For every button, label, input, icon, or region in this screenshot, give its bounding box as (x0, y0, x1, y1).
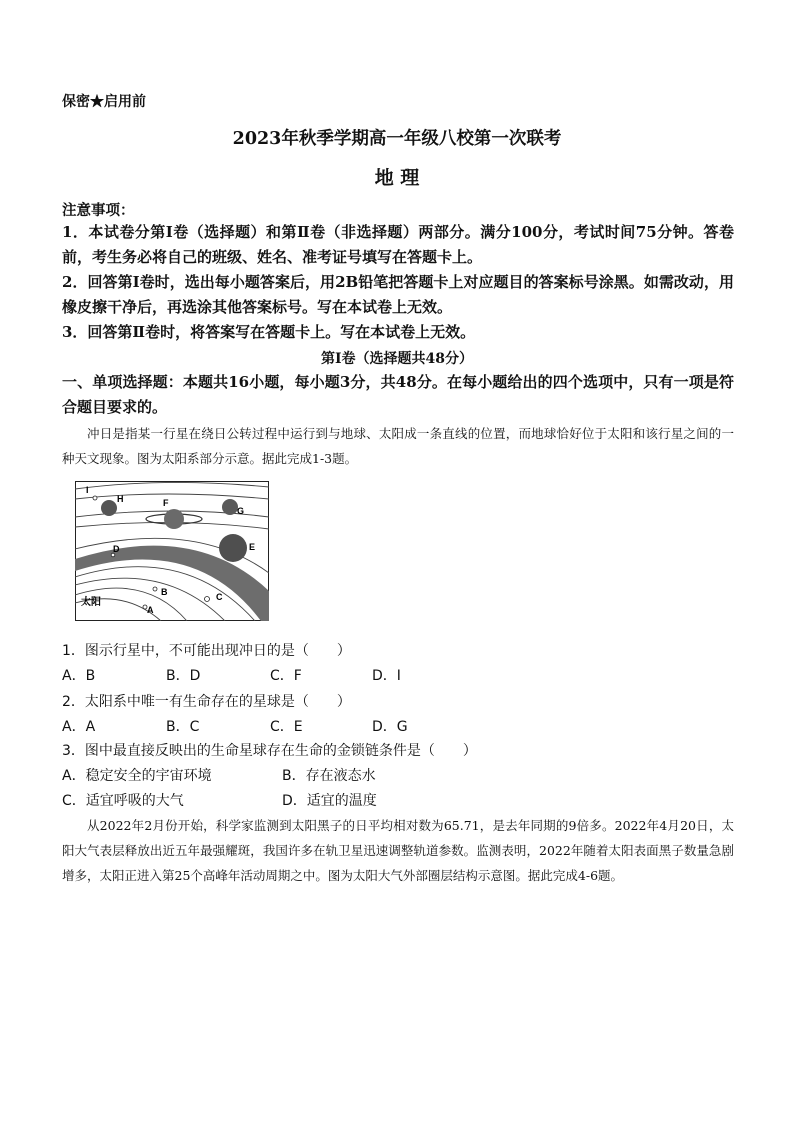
planet-h (101, 500, 117, 516)
question-3-stem: 3．图中最直接反映出的生命星球存在生命的金锁链条件是（ ） (62, 743, 477, 759)
label-f: F (163, 498, 169, 508)
section-heading: 一、单项选择题：本题共16小题，每小题3分，共48分。在每小题给出的四个选项中，只有一项是符合题目要求的。 (62, 373, 734, 416)
q3-option-b[interactable]: B．存在液态水 (282, 768, 376, 784)
passage-2: 从2022年2月份开始，科学家监测到太阳黑子的日平均相对数为65.71，是去年同期的9倍多。2022年4月20日，太阳大气表层释放出近五年最强耀斑，我国许多在轨卫星迅速调整轨道参数。监测表明，2022年随着太阳表面黑子数量急剧增多，太阳正进入第25个高峰年活动周期之中。图为太阳大气外部圈层结构示意图。据此完成4-6题。 (62, 818, 734, 883)
q2-option-c[interactable]: C．E (270, 719, 303, 735)
q1-option-c[interactable]: C．F (270, 668, 302, 684)
label-c: C (216, 592, 223, 602)
q3-option-d[interactable]: D．适宜的温度 (282, 793, 377, 809)
q3-option-c[interactable]: C．适宜呼吸的大气 (62, 793, 184, 809)
planet-f (164, 509, 184, 529)
label-d: D (113, 544, 120, 554)
subject-title: 地 理 (374, 167, 420, 189)
q2-option-d[interactable]: D．G (372, 719, 408, 735)
label-a: A (147, 605, 154, 615)
question-1-stem: 1．图示行星中，不可能出现冲日的是（ ） (62, 643, 351, 659)
question-2-stem: 2．太阳系中唯一有生命存在的星球是（ ） (62, 694, 351, 710)
label-g: G (237, 506, 245, 516)
planet-i (93, 496, 97, 500)
q2-option-a[interactable]: A．A (62, 719, 96, 735)
q2-option-b[interactable]: B．C (166, 719, 200, 735)
passage-1: 冲日是指某一行星在绕日公转过程中运行到与地球、太阳成一条直线的位置，而地球恰好位于太阳和该行星之间的一种天文现象。图为太阳系部分示意。据此完成1-3题。 (62, 426, 734, 466)
notice-item-3: 3．回答第Ⅱ卷时，将答案写在答题卡上。写在本试卷上无效。 (62, 323, 476, 341)
label-b: B (161, 587, 168, 597)
q1-option-b[interactable]: B．D (166, 668, 201, 684)
solar-system-diagram (75, 481, 269, 621)
q3-option-a[interactable]: A．稳定安全的宇宙环境 (62, 768, 212, 784)
label-i: I (86, 485, 89, 495)
planet-b (153, 587, 157, 591)
part1-title: 第Ⅰ卷（选择题共48分） (320, 351, 474, 367)
exam-title: 2023年秋季学期高一年级八校第一次联考 (232, 129, 562, 149)
planet-g (222, 499, 238, 515)
planet-c (205, 597, 210, 602)
confidential-label: 保密★启用前 (62, 94, 146, 110)
sun-label: 太阳 (81, 597, 101, 608)
label-h: H (117, 494, 124, 504)
q1-option-d[interactable]: D．I (372, 668, 401, 684)
notice-item-2: 2．回答第Ⅰ卷时，选出每小题答案后，用2B铅笔把答题卡上对应题目的答案标号涂黑。如需改动，用橡皮擦干净后，再选涂其他答案标号。写在本试卷上无效。 (62, 273, 734, 316)
planet-e (219, 534, 247, 562)
q1-option-a[interactable]: A．B (62, 668, 96, 684)
notice-item-1: 1．本试卷分第Ⅰ卷（选择题）和第Ⅱ卷（非选择题）两部分。满分100分，考试时间75分钟。答卷前，考生务必将自己的班级、姓名、准考证号填写在答题卡上。 (62, 223, 734, 266)
notice-heading: 注意事项： (62, 202, 135, 219)
label-e: E (249, 542, 256, 552)
